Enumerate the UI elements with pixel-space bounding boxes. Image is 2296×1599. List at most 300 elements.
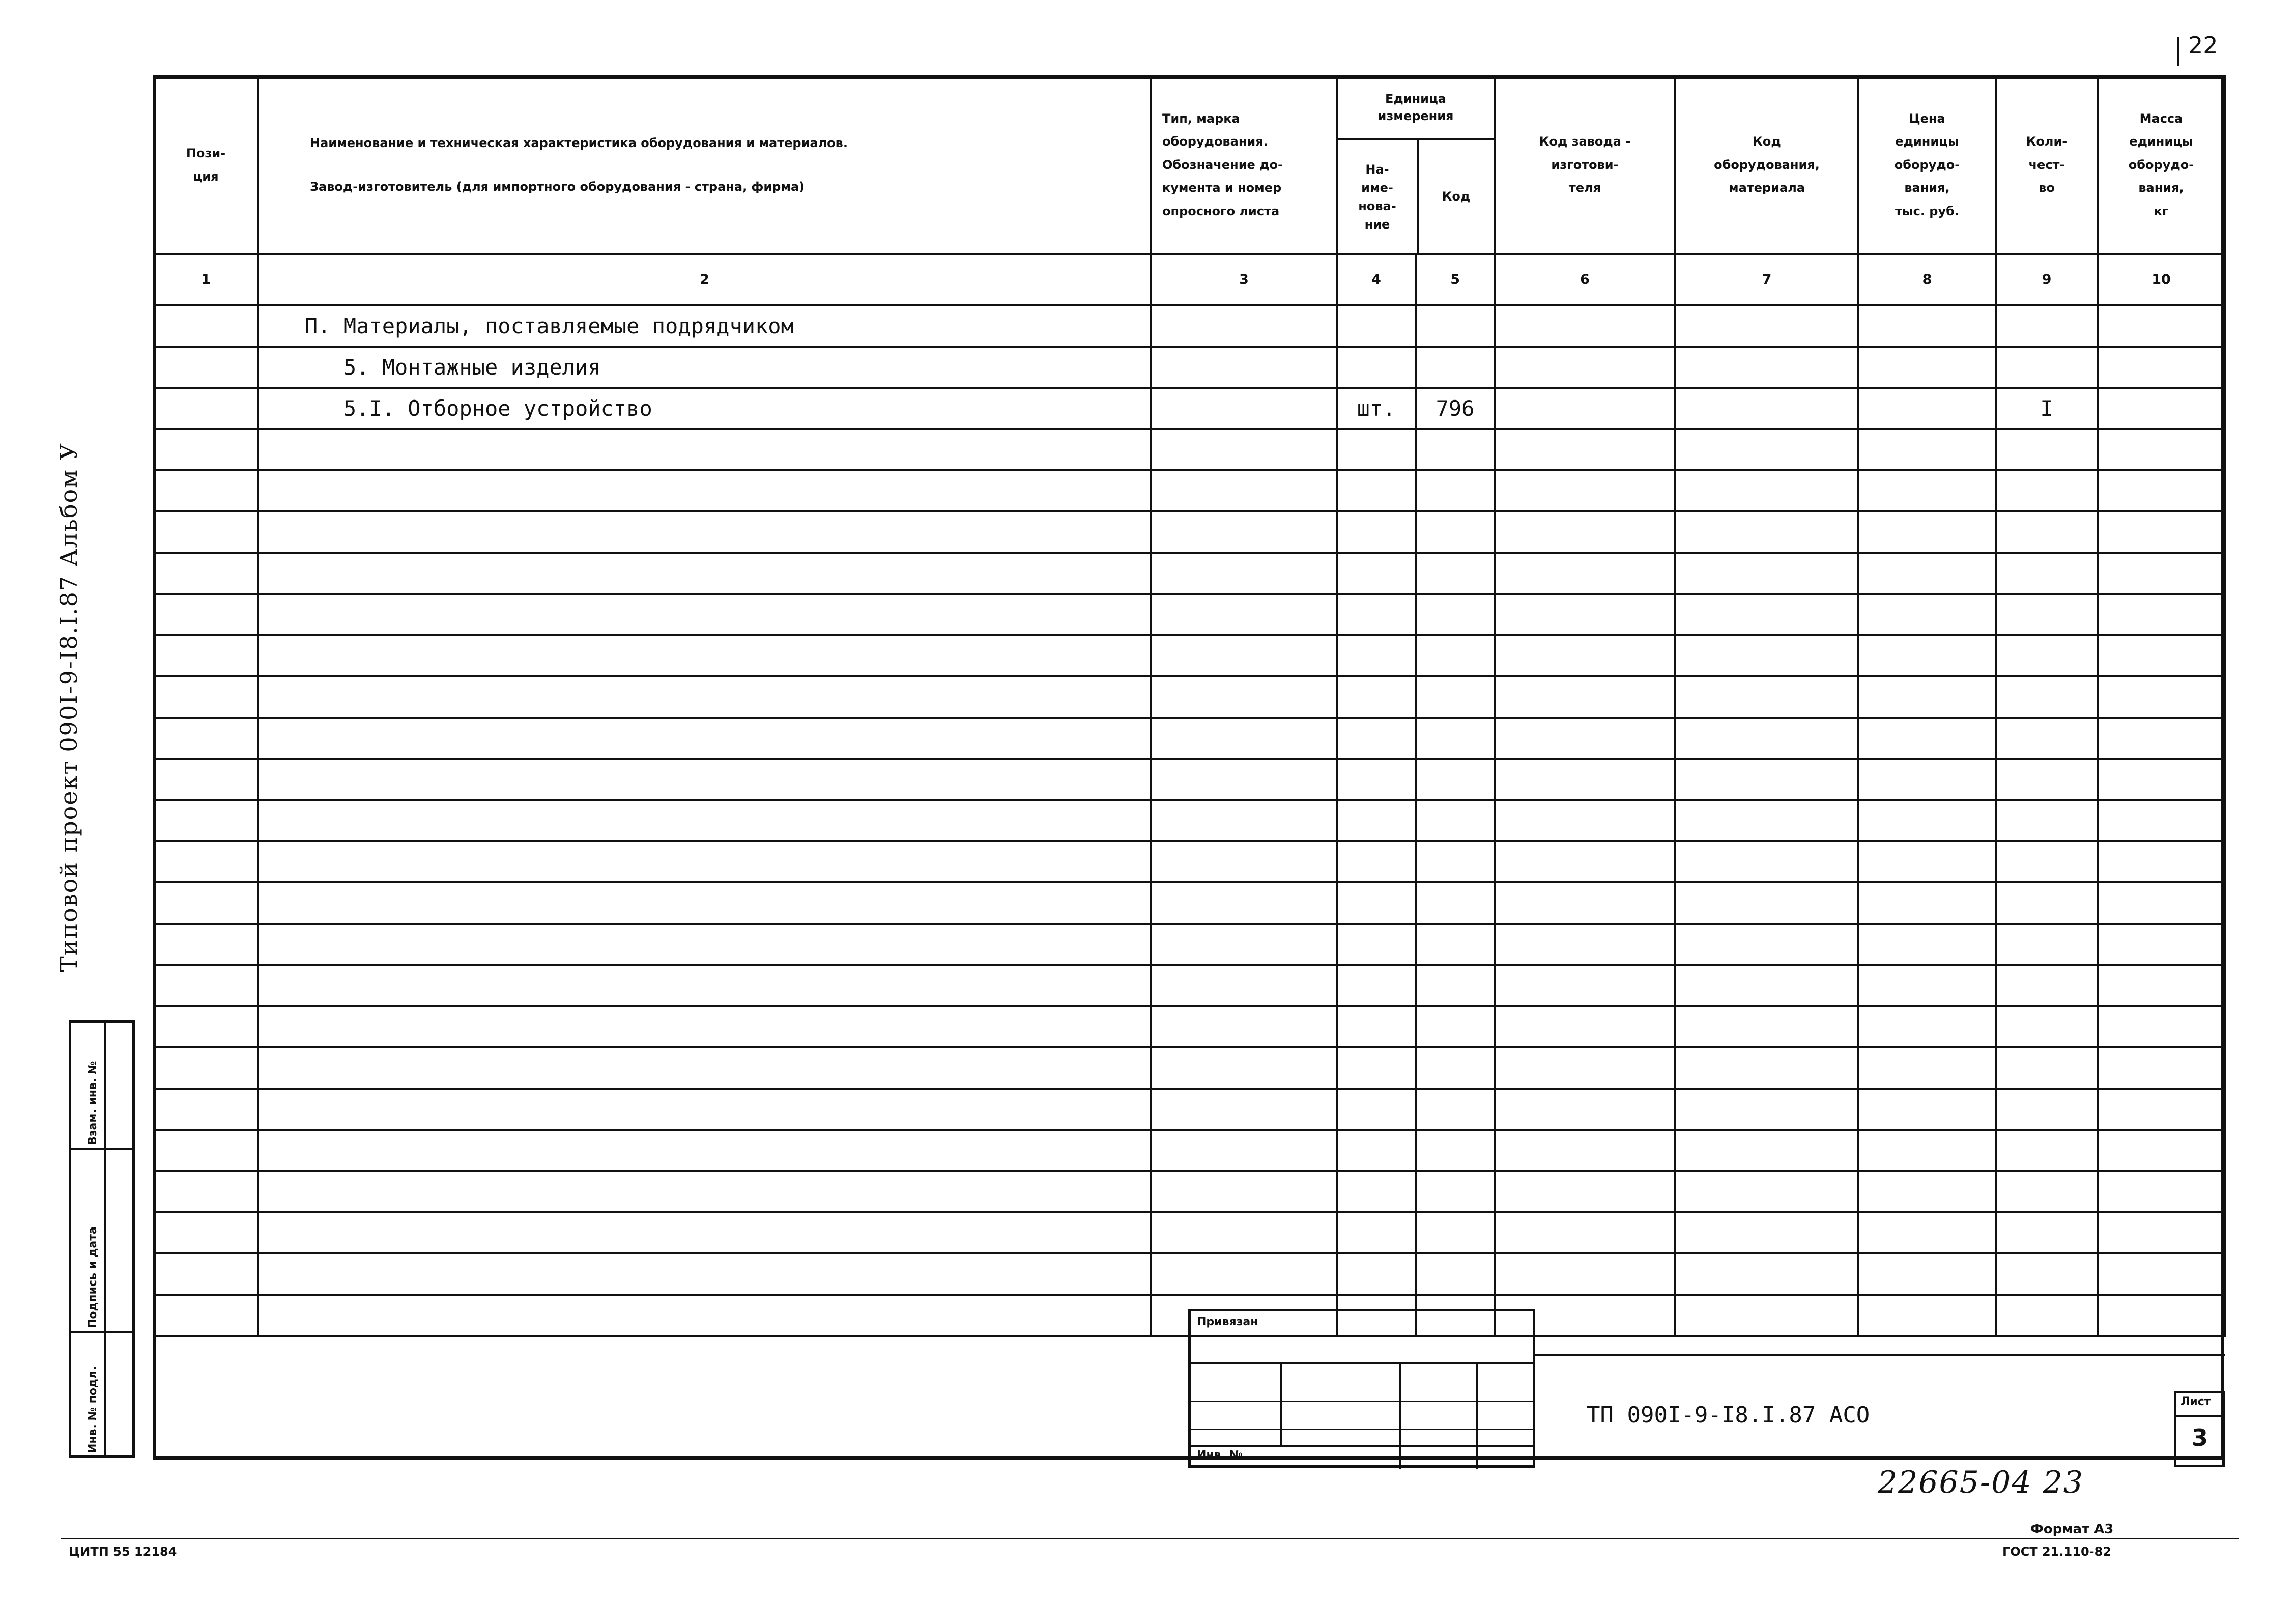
cell-pos xyxy=(154,470,258,511)
cell-code xyxy=(1416,1171,1495,1212)
cell-item xyxy=(1675,759,1858,800)
table-row xyxy=(154,676,2225,718)
cell-plant xyxy=(1495,1047,1675,1089)
cell-item xyxy=(1675,718,1858,759)
colnum-8: 8 xyxy=(1858,254,1996,305)
cell-type xyxy=(1151,1253,1337,1295)
cell-item xyxy=(1675,1089,1858,1130)
header-plant-code: Код завода - изготови- теля xyxy=(1495,76,1675,254)
cell-name xyxy=(258,470,1151,511)
cell-item xyxy=(1675,676,1858,718)
cell-mass xyxy=(2098,1006,2225,1047)
cell-unit xyxy=(1337,759,1416,800)
cell-pos xyxy=(154,553,258,594)
cell-code xyxy=(1416,470,1495,511)
table-row xyxy=(154,800,2225,841)
format-label: Формат А3 xyxy=(2030,1522,2114,1537)
cell-code xyxy=(1416,553,1495,594)
cell-item xyxy=(1675,594,1858,635)
cell-type xyxy=(1151,594,1337,635)
cell-type xyxy=(1151,1047,1337,1089)
cell-mass xyxy=(2098,594,2225,635)
cell-pos xyxy=(154,1089,258,1130)
cell-code xyxy=(1416,347,1495,388)
cell-code xyxy=(1416,594,1495,635)
cell-price xyxy=(1858,759,1996,800)
publisher-code: ЦИТП 55 12184 xyxy=(69,1545,177,1559)
cell-plant xyxy=(1495,1006,1675,1047)
cell-type xyxy=(1151,511,1337,553)
cell-item xyxy=(1675,388,1858,429)
cell-plant xyxy=(1495,1253,1675,1295)
table-row xyxy=(154,347,2225,388)
header-unit: Единица измерения xyxy=(1338,77,1494,140)
cell-type xyxy=(1151,841,1337,882)
cell-qty xyxy=(1996,800,2098,841)
cell-mass xyxy=(2098,347,2225,388)
cell-code xyxy=(1416,841,1495,882)
cell-pos xyxy=(154,1047,258,1089)
cell-plant xyxy=(1495,429,1675,470)
cell-unit xyxy=(1337,1130,1416,1171)
cell-mass xyxy=(2098,305,2225,347)
cell-type xyxy=(1151,429,1337,470)
cell-pos xyxy=(154,759,258,800)
cell-name xyxy=(258,511,1151,553)
cell-qty xyxy=(1996,553,2098,594)
cell-pos xyxy=(154,718,258,759)
cell-mass xyxy=(2098,924,2225,965)
cell-qty xyxy=(1996,1006,2098,1047)
sheet-list-box xyxy=(2174,1391,2225,1467)
header-name-line1: Наименование и техническая характеристика оборудования и материалов. xyxy=(310,135,848,150)
cell-unit xyxy=(1337,882,1416,924)
header-name-line2: Завод-изготовитель (для импортного оборудования - страна, фирма) xyxy=(310,179,805,194)
cell-plant xyxy=(1495,718,1675,759)
cell-qty xyxy=(1996,1295,2098,1336)
cell-type xyxy=(1151,676,1337,718)
cell-name xyxy=(258,594,1151,635)
cell-code xyxy=(1416,965,1495,1006)
cell-plant xyxy=(1495,347,1675,388)
side-cell-podl xyxy=(71,1333,132,1458)
colnum-10: 10 xyxy=(2098,254,2225,305)
cell-price xyxy=(1858,429,1996,470)
gost-label: ГОСТ 21.110-82 xyxy=(2002,1545,2112,1559)
side-divider xyxy=(104,1023,106,1455)
cell-mass xyxy=(2098,718,2225,759)
cell-code xyxy=(1416,718,1495,759)
cell-pos xyxy=(154,388,258,429)
table-row xyxy=(154,1212,2225,1253)
header-row xyxy=(154,76,2225,254)
cell-code xyxy=(1416,429,1495,470)
cell-name xyxy=(258,841,1151,882)
cell-unit xyxy=(1337,1089,1416,1130)
cell-type xyxy=(1151,718,1337,759)
cell-pos xyxy=(154,511,258,553)
cell-unit xyxy=(1337,1006,1416,1047)
document-code: ТП 090I-9-I8.I.87 АСО xyxy=(1587,1402,1870,1428)
cell-plant xyxy=(1495,635,1675,676)
side-stamp xyxy=(69,1020,135,1458)
side-title: Типовой проект 090I-9-I8.I.87 Альбом У xyxy=(55,442,82,972)
cell-mass xyxy=(2098,635,2225,676)
cell-code xyxy=(1416,1212,1495,1253)
cell-price xyxy=(1858,388,1996,429)
cell-code xyxy=(1416,924,1495,965)
table-row xyxy=(154,1047,2225,1089)
specification-table xyxy=(153,75,2226,1337)
cell-price xyxy=(1858,553,1996,594)
cell-qty: I xyxy=(1996,388,2098,429)
table-row xyxy=(154,305,2225,347)
cell-item xyxy=(1675,1212,1858,1253)
cell-unit xyxy=(1337,1253,1416,1295)
cell-qty xyxy=(1996,1171,2098,1212)
cell-pos xyxy=(154,1253,258,1295)
cell-qty xyxy=(1996,718,2098,759)
cell-item xyxy=(1675,1253,1858,1295)
table-row xyxy=(154,759,2225,800)
cell-mass xyxy=(2098,965,2225,1006)
cell-pos xyxy=(154,841,258,882)
privyazan-label: Привязан xyxy=(1197,1316,1258,1328)
cell-item xyxy=(1675,635,1858,676)
cell-code xyxy=(1416,1253,1495,1295)
cell-qty xyxy=(1996,1212,2098,1253)
cell-qty xyxy=(1996,594,2098,635)
cell-type xyxy=(1151,470,1337,511)
inv-no-label: Инв. № xyxy=(1197,1449,1243,1462)
cell-qty xyxy=(1996,429,2098,470)
cell-item xyxy=(1675,429,1858,470)
colnum-9: 9 xyxy=(1996,254,2098,305)
cell-qty xyxy=(1996,470,2098,511)
cell-item xyxy=(1675,511,1858,553)
table-row xyxy=(154,1130,2225,1171)
cell-price xyxy=(1858,594,1996,635)
table-row xyxy=(154,635,2225,676)
cell-mass xyxy=(2098,470,2225,511)
cell-unit xyxy=(1337,429,1416,470)
cell-mass xyxy=(2098,511,2225,553)
cell-code xyxy=(1416,676,1495,718)
cell-qty xyxy=(1996,882,2098,924)
table-body xyxy=(154,305,2225,1336)
colnum-1: 1 xyxy=(154,254,258,305)
cell-item xyxy=(1675,347,1858,388)
cell-price xyxy=(1858,1089,1996,1130)
sheet-number: 22 xyxy=(2188,32,2218,59)
cell-code xyxy=(1416,1130,1495,1171)
cell-mass xyxy=(2098,800,2225,841)
cell-price xyxy=(1858,718,1996,759)
cell-mass xyxy=(2098,1089,2225,1130)
cell-item xyxy=(1675,553,1858,594)
side-cell-inv xyxy=(71,1023,132,1150)
cell-price xyxy=(1858,882,1996,924)
cell-mass xyxy=(2098,882,2225,924)
cell-unit xyxy=(1337,594,1416,635)
table-row xyxy=(154,553,2225,594)
header-qty: Коли- чест- во xyxy=(1996,76,2098,254)
cell-unit xyxy=(1337,800,1416,841)
colnum-7: 7 xyxy=(1675,254,1858,305)
cell-name xyxy=(258,1295,1151,1336)
cell-code xyxy=(1416,511,1495,553)
cell-name xyxy=(258,1130,1151,1171)
header-unit-code: Код xyxy=(1442,189,1471,204)
table-row xyxy=(154,429,2225,470)
header-type: Тип, марка оборудования. Обозначение до- кумента и номер опросного листа xyxy=(1151,76,1337,254)
cell-plant xyxy=(1495,470,1675,511)
cell-pos xyxy=(154,882,258,924)
cell-name xyxy=(258,1006,1151,1047)
cell-name xyxy=(258,1253,1151,1295)
cell-unit xyxy=(1337,841,1416,882)
cell-name xyxy=(258,676,1151,718)
cell-unit: шт. xyxy=(1337,388,1416,429)
cell-pos xyxy=(154,924,258,965)
cell-unit xyxy=(1337,1171,1416,1212)
header-price: Цена единицы оборудо- вания, тыс. руб. xyxy=(1858,76,1996,254)
cell-plant xyxy=(1495,1171,1675,1212)
colnum-6: 6 xyxy=(1495,254,1675,305)
cell-type xyxy=(1151,388,1337,429)
sheet-number-bar xyxy=(2177,37,2179,66)
cell-qty xyxy=(1996,841,2098,882)
table-row xyxy=(154,1253,2225,1295)
cell-name xyxy=(258,429,1151,470)
cell-code xyxy=(1416,800,1495,841)
cell-type xyxy=(1151,1089,1337,1130)
cell-plant xyxy=(1495,676,1675,718)
cell-price xyxy=(1858,1171,1996,1212)
cell-price xyxy=(1858,511,1996,553)
cell-name xyxy=(258,553,1151,594)
table-row xyxy=(154,718,2225,759)
cell-plant xyxy=(1495,305,1675,347)
cell-type xyxy=(1151,965,1337,1006)
cell-name xyxy=(258,1047,1151,1089)
header-mass: Масса единицы оборудо- вания, кг xyxy=(2098,76,2225,254)
cell-code xyxy=(1416,635,1495,676)
cell-plant xyxy=(1495,882,1675,924)
cell-qty xyxy=(1996,1253,2098,1295)
cell-price xyxy=(1858,305,1996,347)
cell-plant xyxy=(1495,594,1675,635)
cell-plant xyxy=(1495,800,1675,841)
cell-item xyxy=(1675,1006,1858,1047)
cell-mass xyxy=(2098,1253,2225,1295)
cell-unit xyxy=(1337,1047,1416,1089)
cell-unit xyxy=(1337,965,1416,1006)
cell-type xyxy=(1151,347,1337,388)
cell-qty xyxy=(1996,305,2098,347)
cell-price xyxy=(1858,1047,1996,1089)
cell-unit xyxy=(1337,553,1416,594)
cell-price xyxy=(1858,1006,1996,1047)
cell-name xyxy=(258,965,1151,1006)
cell-pos xyxy=(154,305,258,347)
colnum-2: 2 xyxy=(258,254,1151,305)
cell-pos xyxy=(154,965,258,1006)
table-row xyxy=(154,594,2225,635)
cell-price xyxy=(1858,1295,1996,1336)
cell-pos xyxy=(154,1006,258,1047)
list-value: 3 xyxy=(2192,1424,2208,1451)
cell-mass xyxy=(2098,553,2225,594)
cell-name xyxy=(258,1212,1151,1253)
cell-pos xyxy=(154,800,258,841)
cell-name xyxy=(258,924,1151,965)
cell-price xyxy=(1858,924,1996,965)
cell-qty xyxy=(1996,511,2098,553)
cell-type xyxy=(1151,1006,1337,1047)
cell-name xyxy=(258,635,1151,676)
cell-item xyxy=(1675,1295,1858,1336)
cell-mass xyxy=(2098,676,2225,718)
cell-code xyxy=(1416,882,1495,924)
cell-item xyxy=(1675,1047,1858,1089)
side-label-podl: Инв. № подл. xyxy=(87,1366,99,1453)
cell-item xyxy=(1675,1130,1858,1171)
cell-item xyxy=(1675,841,1858,882)
cell-price xyxy=(1858,800,1996,841)
cell-pos xyxy=(154,1295,258,1336)
cell-name xyxy=(258,882,1151,924)
cell-item xyxy=(1675,882,1858,924)
cell-plant xyxy=(1495,759,1675,800)
cell-plant xyxy=(1495,1212,1675,1253)
header-unit-group xyxy=(1337,76,1495,254)
cell-name: 5.I. Отборное устройство xyxy=(258,388,1151,429)
cell-plant xyxy=(1495,388,1675,429)
cell-qty xyxy=(1996,924,2098,965)
cell-pos xyxy=(154,635,258,676)
cell-price xyxy=(1858,1253,1996,1295)
cell-name xyxy=(258,759,1151,800)
cell-pos xyxy=(154,1171,258,1212)
table-row xyxy=(154,841,2225,882)
header-unit-name: На- име- нова- ние xyxy=(1338,140,1419,253)
cell-qty xyxy=(1996,965,2098,1006)
table-row xyxy=(154,965,2225,1006)
cell-plant xyxy=(1495,924,1675,965)
cell-qty xyxy=(1996,1130,2098,1171)
table-row xyxy=(154,388,2225,429)
cell-pos xyxy=(154,1212,258,1253)
cell-item xyxy=(1675,800,1858,841)
cell-mass xyxy=(2098,1171,2225,1212)
cell-price xyxy=(1858,1130,1996,1171)
cell-type xyxy=(1151,800,1337,841)
cell-price xyxy=(1858,470,1996,511)
cell-plant xyxy=(1495,1130,1675,1171)
approval-stamp xyxy=(1188,1309,1535,1468)
cell-name xyxy=(258,718,1151,759)
cell-pos xyxy=(154,429,258,470)
cell-price xyxy=(1858,635,1996,676)
cell-unit xyxy=(1337,305,1416,347)
cell-name: 5. Монтажные изделия xyxy=(258,347,1151,388)
cell-type xyxy=(1151,1212,1337,1253)
cell-code xyxy=(1416,1089,1495,1130)
cell-price xyxy=(1858,841,1996,882)
cell-plant xyxy=(1495,553,1675,594)
cell-mass xyxy=(2098,841,2225,882)
handwritten-number: 22665-04 23 xyxy=(1878,1465,2084,1500)
cell-name xyxy=(258,1171,1151,1212)
cell-unit xyxy=(1337,635,1416,676)
table-row xyxy=(154,1006,2225,1047)
cell-unit xyxy=(1337,347,1416,388)
cell-mass xyxy=(2098,388,2225,429)
cell-price xyxy=(1858,347,1996,388)
header-name xyxy=(258,76,1151,254)
cell-unit xyxy=(1337,1212,1416,1253)
header-item-code: Код оборудования, материала xyxy=(1675,76,1858,254)
cell-name xyxy=(258,800,1151,841)
cell-plant xyxy=(1495,1089,1675,1130)
stamp-top-line xyxy=(1533,1354,2225,1356)
cell-unit xyxy=(1337,924,1416,965)
cell-type xyxy=(1151,882,1337,924)
cell-type xyxy=(1151,1130,1337,1171)
cell-plant xyxy=(1495,965,1675,1006)
cell-type xyxy=(1151,305,1337,347)
colnum-3: 3 xyxy=(1151,254,1337,305)
list-label: Лист xyxy=(2180,1395,2211,1408)
cell-price xyxy=(1858,965,1996,1006)
cell-qty xyxy=(1996,676,2098,718)
cell-qty xyxy=(1996,1047,2098,1089)
cell-unit xyxy=(1337,718,1416,759)
cell-mass xyxy=(2098,1212,2225,1253)
footer-line xyxy=(61,1538,2239,1539)
colnum-4: 4 xyxy=(1337,254,1416,305)
cell-unit xyxy=(1337,470,1416,511)
cell-pos xyxy=(154,347,258,388)
table-row xyxy=(154,882,2225,924)
cell-type xyxy=(1151,1171,1337,1212)
cell-type xyxy=(1151,759,1337,800)
table-row xyxy=(154,924,2225,965)
side-cell-sign xyxy=(71,1150,132,1333)
cell-mass xyxy=(2098,429,2225,470)
cell-item xyxy=(1675,924,1858,965)
cell-unit xyxy=(1337,676,1416,718)
cell-name: П. Материалы, поставляемые подрядчиком xyxy=(258,305,1151,347)
cell-code xyxy=(1416,1047,1495,1089)
cell-price xyxy=(1858,1212,1996,1253)
cell-code xyxy=(1416,1006,1495,1047)
cell-price xyxy=(1858,676,1996,718)
cell-mass xyxy=(2098,1047,2225,1089)
cell-code xyxy=(1416,305,1495,347)
cell-item xyxy=(1675,965,1858,1006)
cell-item xyxy=(1675,470,1858,511)
cell-name xyxy=(258,1089,1151,1130)
cell-mass xyxy=(2098,1130,2225,1171)
header-position: Пози- ция xyxy=(154,76,258,254)
cell-type xyxy=(1151,924,1337,965)
cell-qty xyxy=(1996,1089,2098,1130)
colnum-5: 5 xyxy=(1416,254,1495,305)
cell-qty xyxy=(1996,347,2098,388)
cell-item xyxy=(1675,1171,1858,1212)
